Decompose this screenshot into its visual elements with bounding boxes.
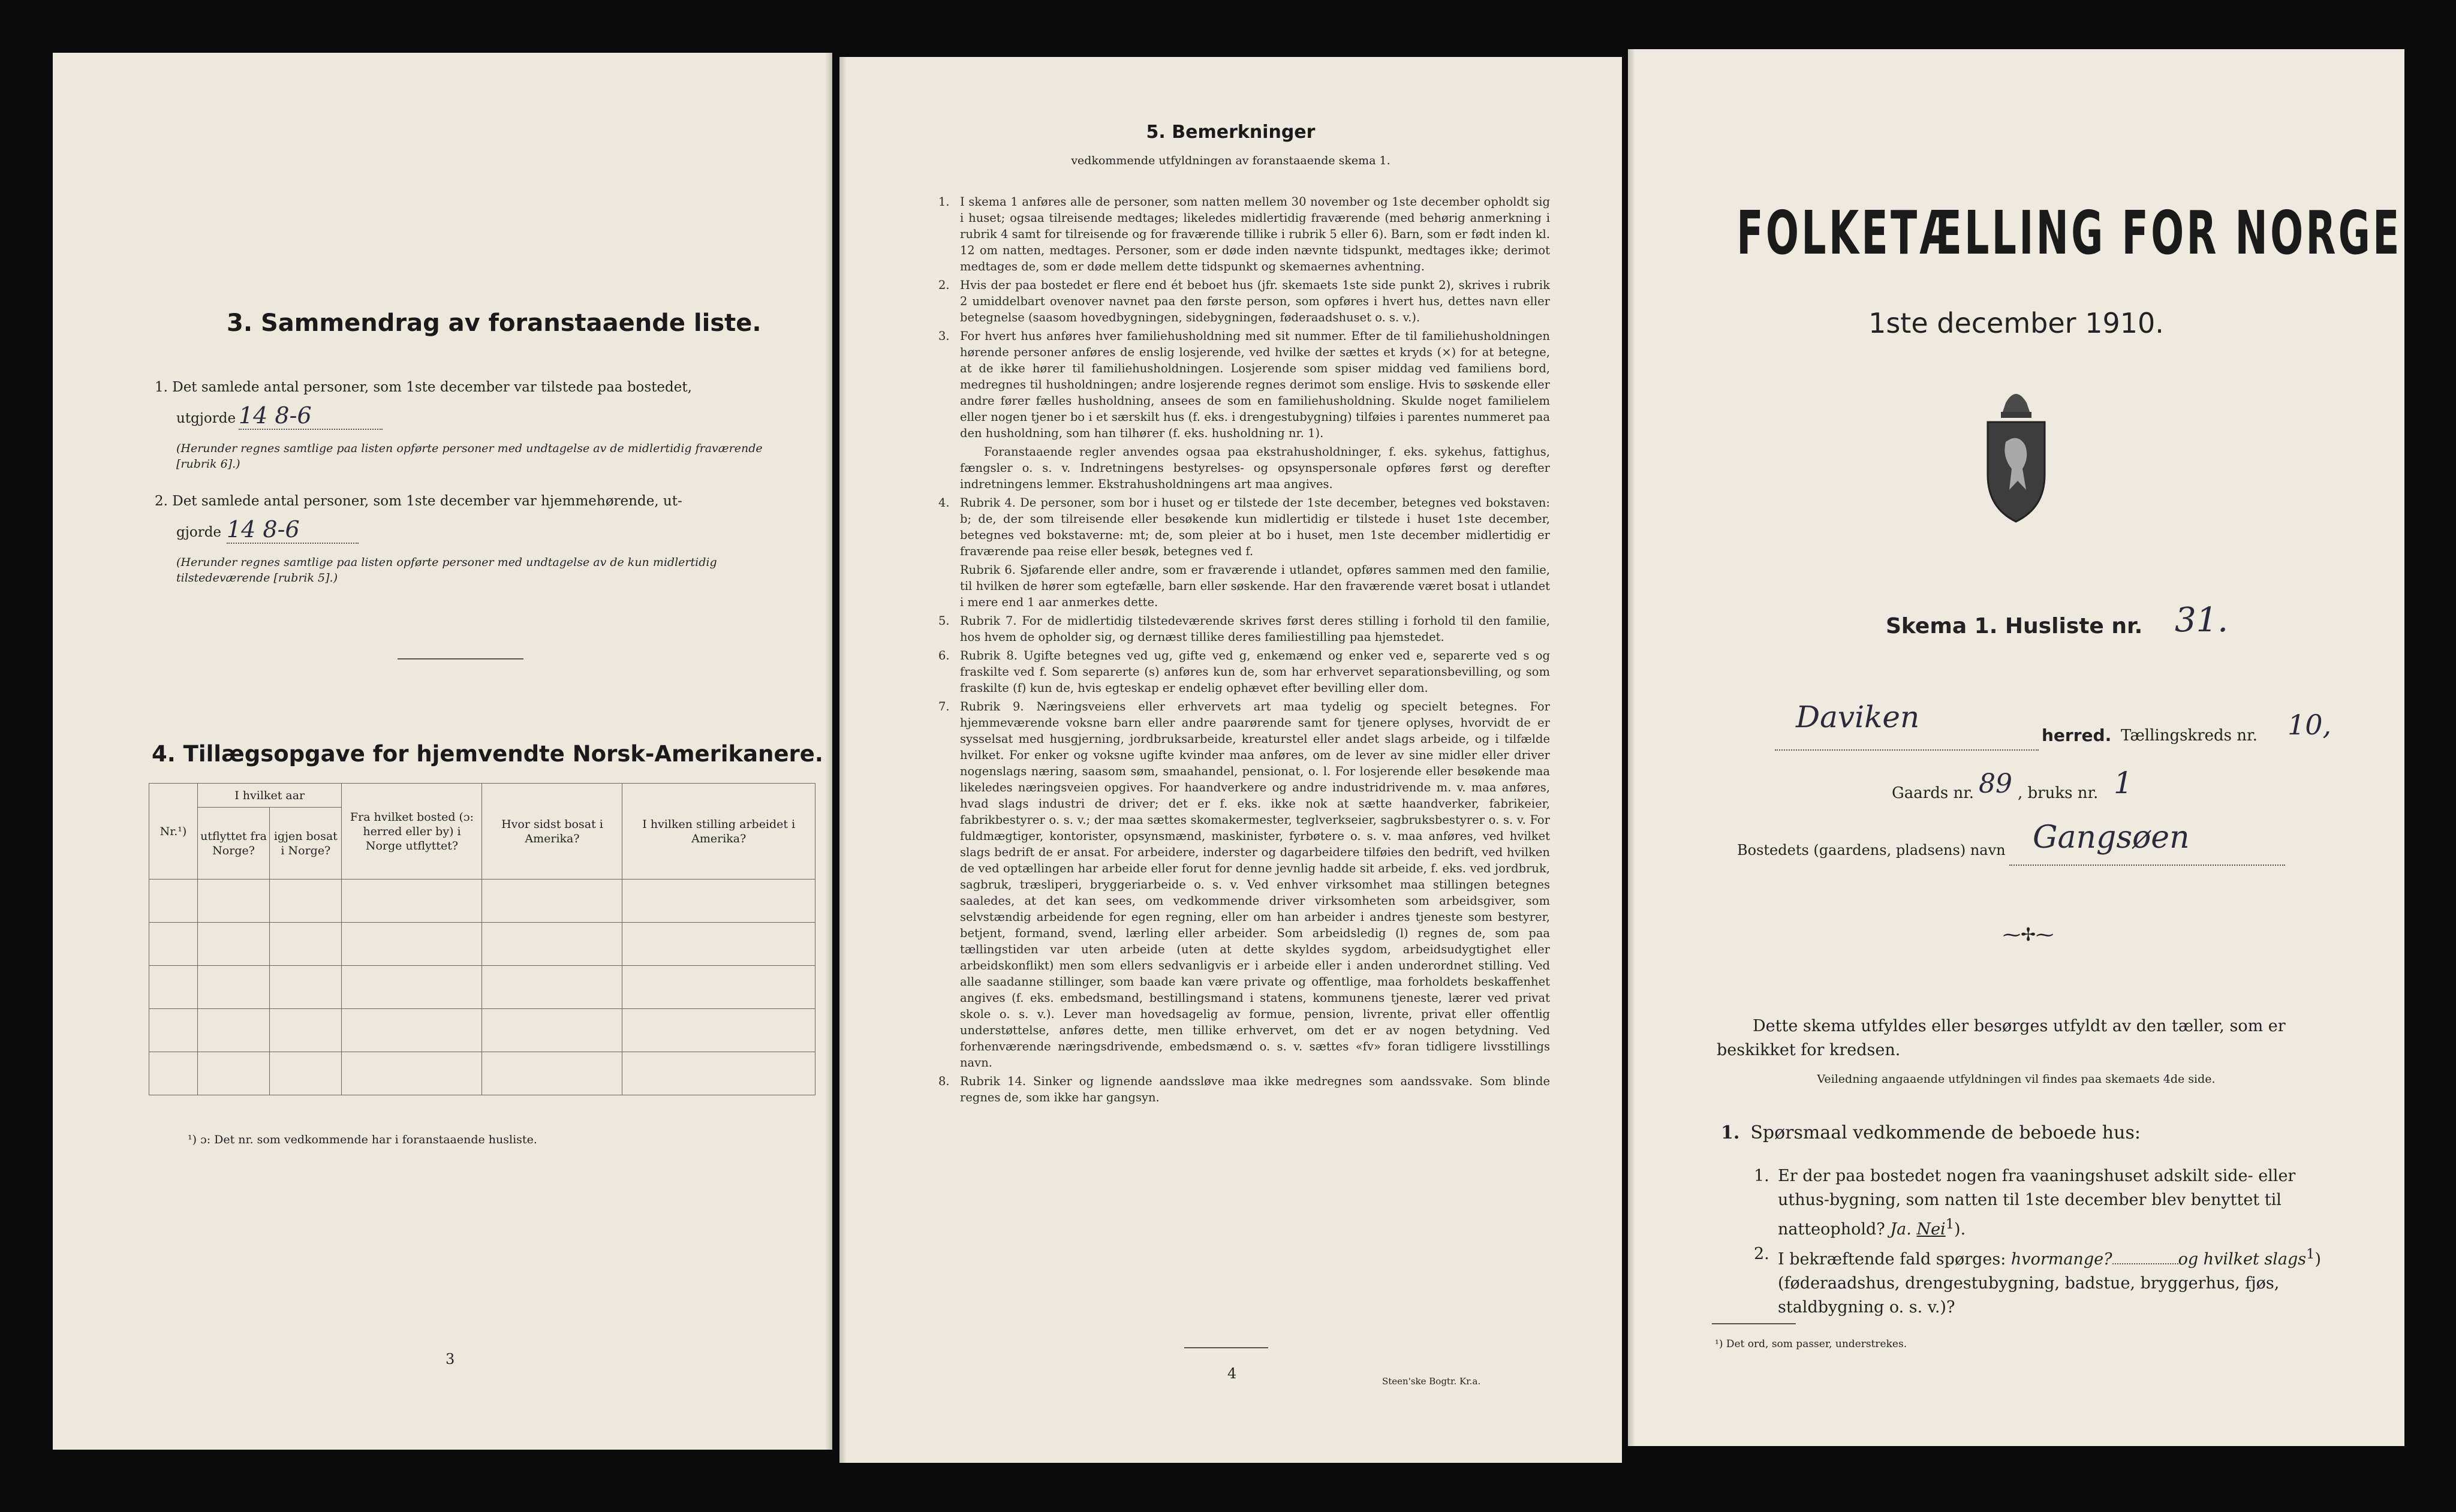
summary-item-2-gjorde: gjorde bbox=[176, 525, 222, 540]
summary-item-1-text: 1. Det samlede antal personer, som 1ste december var tilstede paa bostedet, bbox=[155, 379, 692, 395]
footnote: ¹) Det ord, som passer, understrekes. bbox=[1715, 1338, 1907, 1350]
summary-item-2-text: 2. Det samlede antal personer, som 1ste december var hjemmehørende, ut- bbox=[155, 493, 682, 509]
summary-item-1-note: (Herunder regnes samtlige paa listen opførte personer med undtagelse av de midlertidig fraværende [rubrik 6].) bbox=[176, 442, 763, 471]
remark-4-rubrik6: Rubrik 6. Sjøfarende eller andre, som er fraværende i utlandet, opføres sammen med den familie, til hvilken de hører som egtefælle, barn eller søskende. Har den fraværende været bosat i utlandet i mere end 1 aar anmerkes dette. bbox=[960, 563, 1550, 609]
kreds-value: 10, bbox=[2288, 709, 2332, 741]
question-2: 2. I bekræftende fald spørges: hvormange? og hvilket slags$^1$) (føderaadshus, drengestubygning, badstue, bryggerhus, fjøs, staldbygning o. s. v.)? bbox=[1754, 1245, 2321, 1317]
summary-item-2-note: (Herunder regnes samtlige paa listen opførte personer med undtagelse av de kun midlertidig tilstedeværende [rubrik 5].) bbox=[176, 556, 717, 585]
instruction-text: Dette skema utfyldes eller besørges utfyldt av den tæller, som er beskikket for kredsen. bbox=[1717, 1017, 2286, 1059]
table-footnote: ¹) ɔ: Det nr. som vedkommende har i foranstaaende husliste. bbox=[188, 1133, 537, 1146]
page-fold-shadow bbox=[825, 53, 832, 1450]
summary-item-1-utgjorde: utgjorde bbox=[176, 411, 236, 426]
bosted-value: Gangsøen bbox=[2033, 820, 2190, 856]
page-1-cover bbox=[1628, 49, 2404, 1446]
summary-item-1-handwritten-value: 14 8-6 bbox=[239, 402, 383, 430]
summary-item-2-handwritten-value: 14 8-6 bbox=[227, 516, 359, 544]
veiledning-text: Veiledning angaaende utfyldningen vil findes paa skemaets 4de side. bbox=[1817, 1073, 2216, 1086]
remark-7: 7. Rubrik 9. Næringsveiens eller erhvervets art maa tydelig og specielt betegnes. For hjemmeværende voksne barn eller andre paarørende samt for tjenere oplyses, hvorvidt de er sysselsat med husgjerning, jordbruksarbeide, kreaturstel eller andet slags arbeide, og i tilfælde hvilket. For enker og voksne ugifte kvinder maa anføres, om de lever av sine midler eller driver nogenslags næring, saasom søm, smaahandel, pensionat, o. l. For losjerende eller besøkende maa likeledes næringsveien opgives. For haandverkere og andre industridrivende m. v. maa anføres, hvad slags industri de driver; det er f. eks. ikke nok at sætte haandverker, fabrikeier, fabrikbestyrer o. s. v.; der maa sættes skomakermester, teglverkseier, sagbruksbestyrer o. s. v. For fuldmægtiger, kontorister, opsynsmænd, maskinister, fyrbøtere o. s. v. maa anføres, ved hvilket slags bedrift de er ansat. For arbeidere, inderster og dagarbeidere tilføies den bedrift, ved hvilken de ved optællingen har arbeide eller forut for denne jevnlig hadde sit arbeide, f. eks. ved jordbruk, sagbruk, træsliperi, bryggeriarbeide o. s. v. Ved enhver virksomhet maa stillingen betegnes saaledes, at det kan sees, om vedkommende driver virksomheten som arbeidsgiver, som selvstændig arbeidende for egen regning, eller om han arbeider i andres tjeneste som bestyrer, betjent, formand, svend, lærling eller arbeider. Som arbeidsledig (l) regnes de, som paa tællingstiden var uten arbeide (uten at dette skyldes sygdom, arbeidsudygtighet eller arbeidskonflikt) men som ellers sedvanligvis er i arbeide eller i anden underordnet stilling. Ved alle saadanne stillinger, som baade kan være private og offentlige, maa forholdets beskaffenhet angives (f. eks. embedsmand, bestillingsmand i statens, kommunens tjeneste, lærer ved privat skole o. s. v.). Lever man hovedsagelig av formue, pension, livrente, privat eller offentlig understøttelse, anføres dette, men tillike erhvervet, om det er av nogen betydning. Ved forhenværende næringsdrivende, embedsmænd o. s. v. sættes «fv» foran tidligere livsstillings navn. bbox=[938, 700, 1550, 1070]
norwegian-coat-of-arms-icon bbox=[1982, 385, 2051, 523]
bosted-field bbox=[2009, 860, 2285, 866]
col-igjen-bosat: igjen bosat i Norge? bbox=[270, 808, 342, 880]
table-row bbox=[149, 1052, 815, 1095]
col-group-year: I hvilket aar bbox=[197, 784, 342, 808]
divider bbox=[398, 658, 523, 659]
section-3-title: 3. Sammendrag av foranstaaende liste. bbox=[227, 309, 762, 337]
page-fold-shadow bbox=[1628, 49, 1635, 1446]
gaards-value: 89 bbox=[1979, 769, 2012, 799]
bruks-value: 1 bbox=[2114, 766, 2133, 800]
table-row bbox=[149, 966, 815, 1009]
col-utflyttet: utflyttet fra Norge? bbox=[197, 808, 269, 880]
norsk-amerikanere-table bbox=[149, 783, 815, 1095]
questions-heading: 1. Spørsmaal vedkommende de beboede hus: bbox=[1721, 1122, 2141, 1143]
bruks-label: , bruks nr. bbox=[2018, 784, 2099, 802]
ornament-icon: ⁓✢⁓ bbox=[2003, 924, 2054, 945]
remark-1: 1. I skema 1 anføres alle de personer, som natten mellem 30 november og 1ste december opholdt sig i huset; ogsaa tilreisende medtages; likeledes midlertidig fraværende (med behørig anmerkning i rubrik 4 samt for tilreisende og for fraværende tillike i rubrik 5 eller 6). Barn, som er født inden kl. 12 om natten, medtages. Personer, som er døde inden nævnte tidspunkt, medtages ikke; derimot medtages de, som er døde mellem dette tidspunkt og skemaernes avhentning. bbox=[938, 195, 1550, 273]
remark-6: 6. Rubrik 8. Ugifte betegnes ved ug, gifte ved g, enkemænd og enker ved e, separerte ved s og fraskilte ved f. Som separerte (s) anføres kun de, som har erhvervet separationsbevilling, og som fraskilte (f) kun de, hvis egteskap er endelig ophævet efter bevilling eller dom. bbox=[938, 649, 1550, 695]
page-4-remarks bbox=[839, 57, 1622, 1463]
gaards-label: Gaards nr. bbox=[1892, 784, 1975, 802]
divider bbox=[1712, 1323, 1796, 1324]
remark-2: 2. Hvis der paa bostedet er flere end ét beboet hus (jfr. skemaets 1ste side punkt 2), skrives i rubrik 2 umiddelbart ovenover navnet paa den første person, som opføres i hvert hus, dettes navn eller betegnelse (saasom hovedbygningen, sidebygningen, føderaadshuset o. s. v.). bbox=[938, 278, 1550, 324]
remark-5: 5. Rubrik 7. For de midlertidig tilstedeværende skrives først deres stilling i forhold til den familie, hos hvem de opholder sig, og dernæst tillike deres familiestilling paa hjemstedet. bbox=[938, 614, 1550, 644]
page-fold-shadow bbox=[839, 57, 847, 1463]
section-4-title: 4. Tillægsopgave for hjemvendte Norsk-Amerikanere. bbox=[152, 741, 823, 767]
page-number: 3 bbox=[446, 1351, 455, 1368]
bosted-label: Bostedets (gaardens, pladsens) navn bbox=[1737, 842, 2006, 859]
kreds-label: Tællingskreds nr. bbox=[2121, 727, 2258, 745]
table-row bbox=[149, 923, 815, 966]
table-row bbox=[149, 880, 815, 923]
col-nr: Nr.¹) bbox=[149, 784, 198, 880]
summary-item-1 bbox=[155, 379, 814, 472]
section-5-subtitle: vedkommende utfyldningen av foranstaaende skema 1. bbox=[1071, 154, 1390, 167]
census-date: 1ste december 1910. bbox=[1868, 307, 2164, 339]
page-3-summary bbox=[53, 53, 832, 1450]
form-title: FOLKETÆLLING FOR NORGE bbox=[1736, 198, 2402, 268]
remark-4: 4. Rubrik 4. De personer, som bor i huset og er tilstede der 1ste december, betegnes ved bokstaven: b; de, der som tilreisende eller besøkende kun midlertidig er tilstede i huset 1ste december, betegnes ved bokstaverne: mt; de, som pleier at bo i huset, men 1ste december midlertidig er fraværende paa reise eller besøk, betegnes ved f. bbox=[938, 496, 1550, 558]
remarks-list bbox=[938, 194, 1550, 1108]
printer-mark: Steen'ske Bogtr. Kr.a. bbox=[1382, 1376, 1481, 1387]
page-number: 4 bbox=[1227, 1365, 1237, 1382]
herred-value: Daviken bbox=[1796, 700, 1920, 734]
section-5-title: 5. Bemerkninger bbox=[1146, 122, 1316, 143]
question-1: 1. Er der paa bostedet nogen fra vaaningshuset adskilt side- eller uthus-bygning, som natten til 1ste december blev benyttet til natteophold? Ja. Nei$^1$). bbox=[1754, 1167, 2296, 1239]
skema-label: Skema 1. Husliste nr. bbox=[1886, 614, 2143, 638]
divider bbox=[1184, 1347, 1268, 1348]
col-hvor-bosat: Hvor sidst bosat i Amerika? bbox=[482, 784, 622, 880]
summary-item-2 bbox=[155, 493, 814, 586]
col-fra-bosted: Fra hvilket bosted (ɔ: herred eller by) i Norge utflyttet? bbox=[342, 784, 482, 880]
col-stilling: I hvilken stilling arbeidet i Amerika? bbox=[622, 784, 815, 880]
remark-3: 3. For hvert hus anføres hver familiehusholdning med sit nummer. Efter de til familiehusholdningen hørende personer anføres de enslig losjerende, ved hvilke der sættes et kryds (×) for at betegne, at de ikke hører til familiehusholdningen. Losjerende som spiser middag ved familiens bord, medregnes til husholdningen; andre losjerende regnes derimot som enslige. Hvis to søskende eller andre fører fælles husholdning, ansees de som en familiehusholdning. Skulde noget familielem eller nogen tjener bo i et særskilt hus (f. eks. i drengestubygning) tilføies i parentes nummeret paa den husholdning, som han tilhører (f. eks. husholdning nr. 1). bbox=[938, 329, 1550, 440]
table-row bbox=[149, 1009, 815, 1052]
husliste-nr-value: 31. bbox=[2175, 601, 2229, 640]
remark-8: 8. Rubrik 14. Sinker og lignende aandssløve maa ikke medregnes som aandssvake. Som blinde regnes de, som ikke har gangsyn. bbox=[938, 1074, 1550, 1104]
remark-3-extra: Foranstaaende regler anvendes ogsaa paa ekstrahusholdninger, f. eks. sykehus, fattighus, fængsler o. s. v. Indretningens bestyrelses- og opsynspersonale opføres først og derefter indretningens lemmer. Ekstrahusholdningens art maa angives. bbox=[960, 445, 1550, 491]
herred-label: herred. bbox=[2042, 725, 2112, 745]
